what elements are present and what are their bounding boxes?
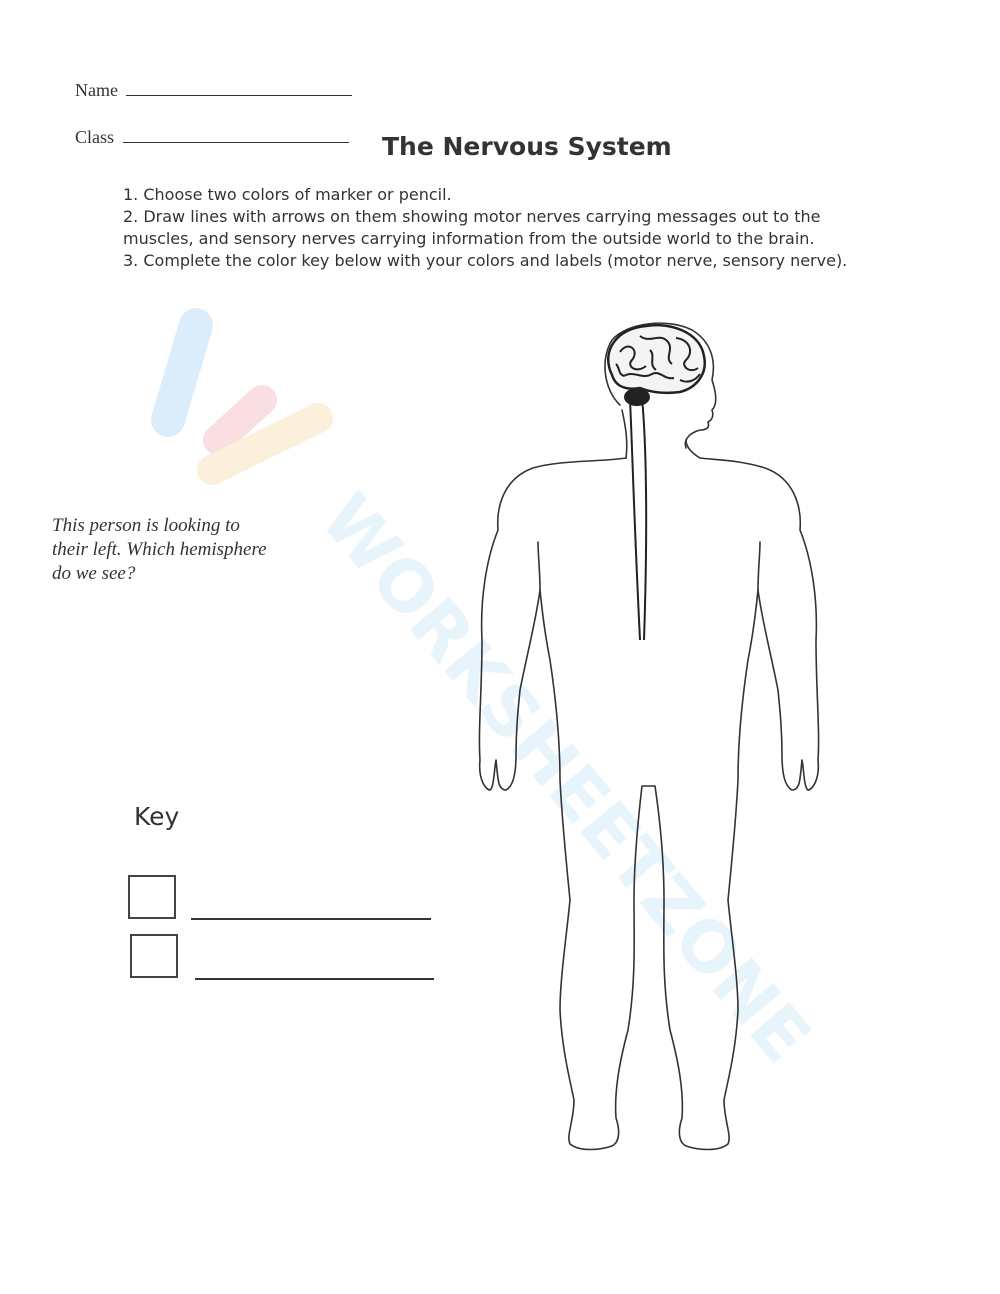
neck-left — [622, 410, 627, 458]
brain — [608, 325, 705, 406]
instruction-line: muscles, and sensory nerves carrying information from the outside world to the brain. — [123, 229, 815, 248]
page-title: The Nervous System — [382, 132, 672, 161]
left-arm-inner — [538, 542, 540, 590]
question-line: do we see? — [52, 563, 136, 584]
watermark-text: WORKSHEETZONE — [304, 478, 827, 1078]
spinal-cord — [630, 398, 646, 640]
key-label: Key — [134, 802, 180, 831]
instruction-line: 3. Complete the color key below with your colors and labels (motor nerve, sensory nerve). — [123, 251, 848, 270]
name-label: Name — [75, 80, 118, 100]
instruction-line: 2. Draw lines with arrows on them showing motor nerves carrying messages out to the — [123, 207, 821, 226]
instruction-line: 1. Choose two colors of marker or pencil. — [123, 185, 452, 204]
body-outline — [479, 440, 818, 1150]
right-arm-inner — [758, 542, 760, 590]
question-line: their left. Which hemisphere — [52, 539, 267, 560]
question-line: This person is looking to — [52, 515, 240, 536]
class-label: Class — [75, 127, 115, 147]
